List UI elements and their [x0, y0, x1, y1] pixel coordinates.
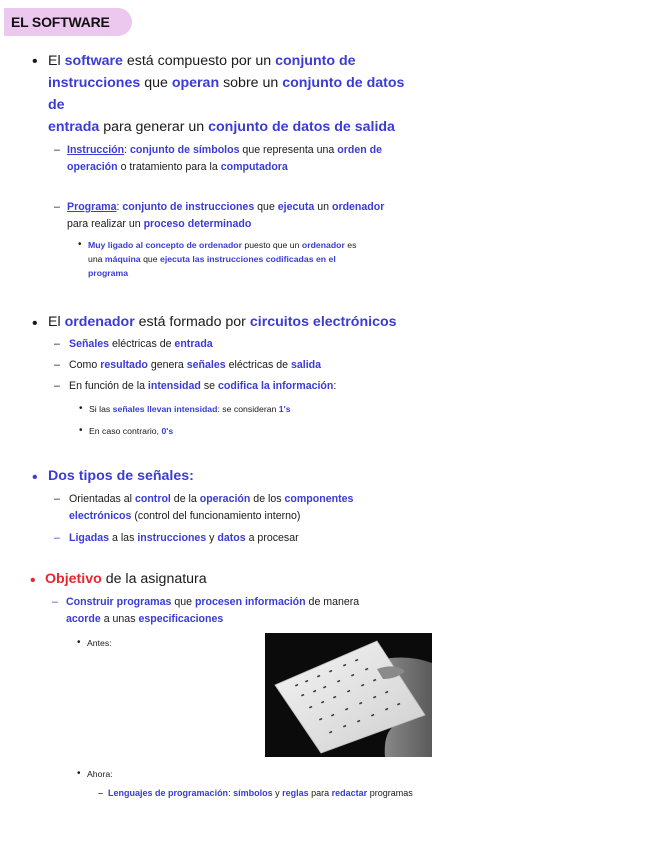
- bullet-icon: •: [32, 469, 38, 486]
- software-definition: El software está compuesto por un conjunto de instrucciones que operan sobre un conjunto de datos de entrada para generar un conjunto de datos de salida: [48, 53, 405, 135]
- list-item: En función de la intensidad se codifica la información:: [69, 380, 337, 392]
- dash-icon: –: [54, 201, 60, 213]
- bullet-icon: •: [77, 768, 81, 779]
- bullet-icon: •: [77, 637, 81, 648]
- dash-icon: –: [54, 359, 60, 371]
- bullet-icon: •: [78, 239, 82, 250]
- bullet-icon: •: [32, 53, 38, 70]
- bullet-icon: •: [79, 425, 83, 436]
- list-item: Como resultado genera señales eléctricas de salida: [69, 359, 322, 371]
- bullet-icon: •: [79, 403, 83, 414]
- instruccion-definition: Instrucción: conjunto de símbolos que representa una orden de operación o tratamiento para la computadora: [67, 144, 382, 173]
- punched-card-image: [265, 633, 432, 757]
- lenguajes-definition: – Lenguajes de programación: símbolos y reglas para redactar programas: [98, 788, 413, 798]
- dash-icon: –: [54, 380, 60, 392]
- header-title: EL SOFTWARE: [11, 14, 110, 30]
- programa-definition: Programa: conjunto de instrucciones que ejecuta un ordenador para realizar un proceso determinado: [67, 201, 385, 230]
- list-item: Si las señales llevan intensidad: se consideran 1's: [89, 404, 291, 414]
- list-item: Ligadas a las instrucciones y datos a procesar: [69, 532, 299, 544]
- section-header: [4, 8, 132, 36]
- list-item: En caso contrario, 0's: [89, 426, 174, 436]
- programa-note: Muy ligado al concepto de ordenador puesto que un ordenador es una máquina que ejecuta las instrucciones codificadas en el programa: [88, 240, 357, 278]
- dash-icon: –: [54, 532, 60, 544]
- list-item: Señales eléctricas de entrada: [69, 338, 213, 350]
- list-item: Orientadas al control de la operación de los componentes electrónicos (control del funcionamiento interno): [69, 493, 354, 522]
- bullet-icon: •: [32, 315, 38, 332]
- antes-label: Antes:: [87, 638, 112, 648]
- objetivo-item: Construir programas que procesen información de manera acorde a unas especificaciones: [66, 596, 360, 625]
- bullet-icon: •: [30, 572, 36, 589]
- dash-icon: –: [54, 338, 60, 350]
- signal-types-heading: Dos tipos de señales:: [48, 468, 194, 484]
- dash-icon: –: [52, 596, 58, 608]
- dash-icon: –: [54, 144, 60, 156]
- punched-card-illustration: [265, 633, 432, 757]
- ahora-label: Ahora:: [87, 769, 113, 779]
- ordenador-heading: El ordenador está formado por circuitos electrónicos: [48, 314, 397, 330]
- objetivo-heading: Objetivo de la asignatura: [45, 571, 207, 587]
- dash-icon: –: [54, 493, 60, 505]
